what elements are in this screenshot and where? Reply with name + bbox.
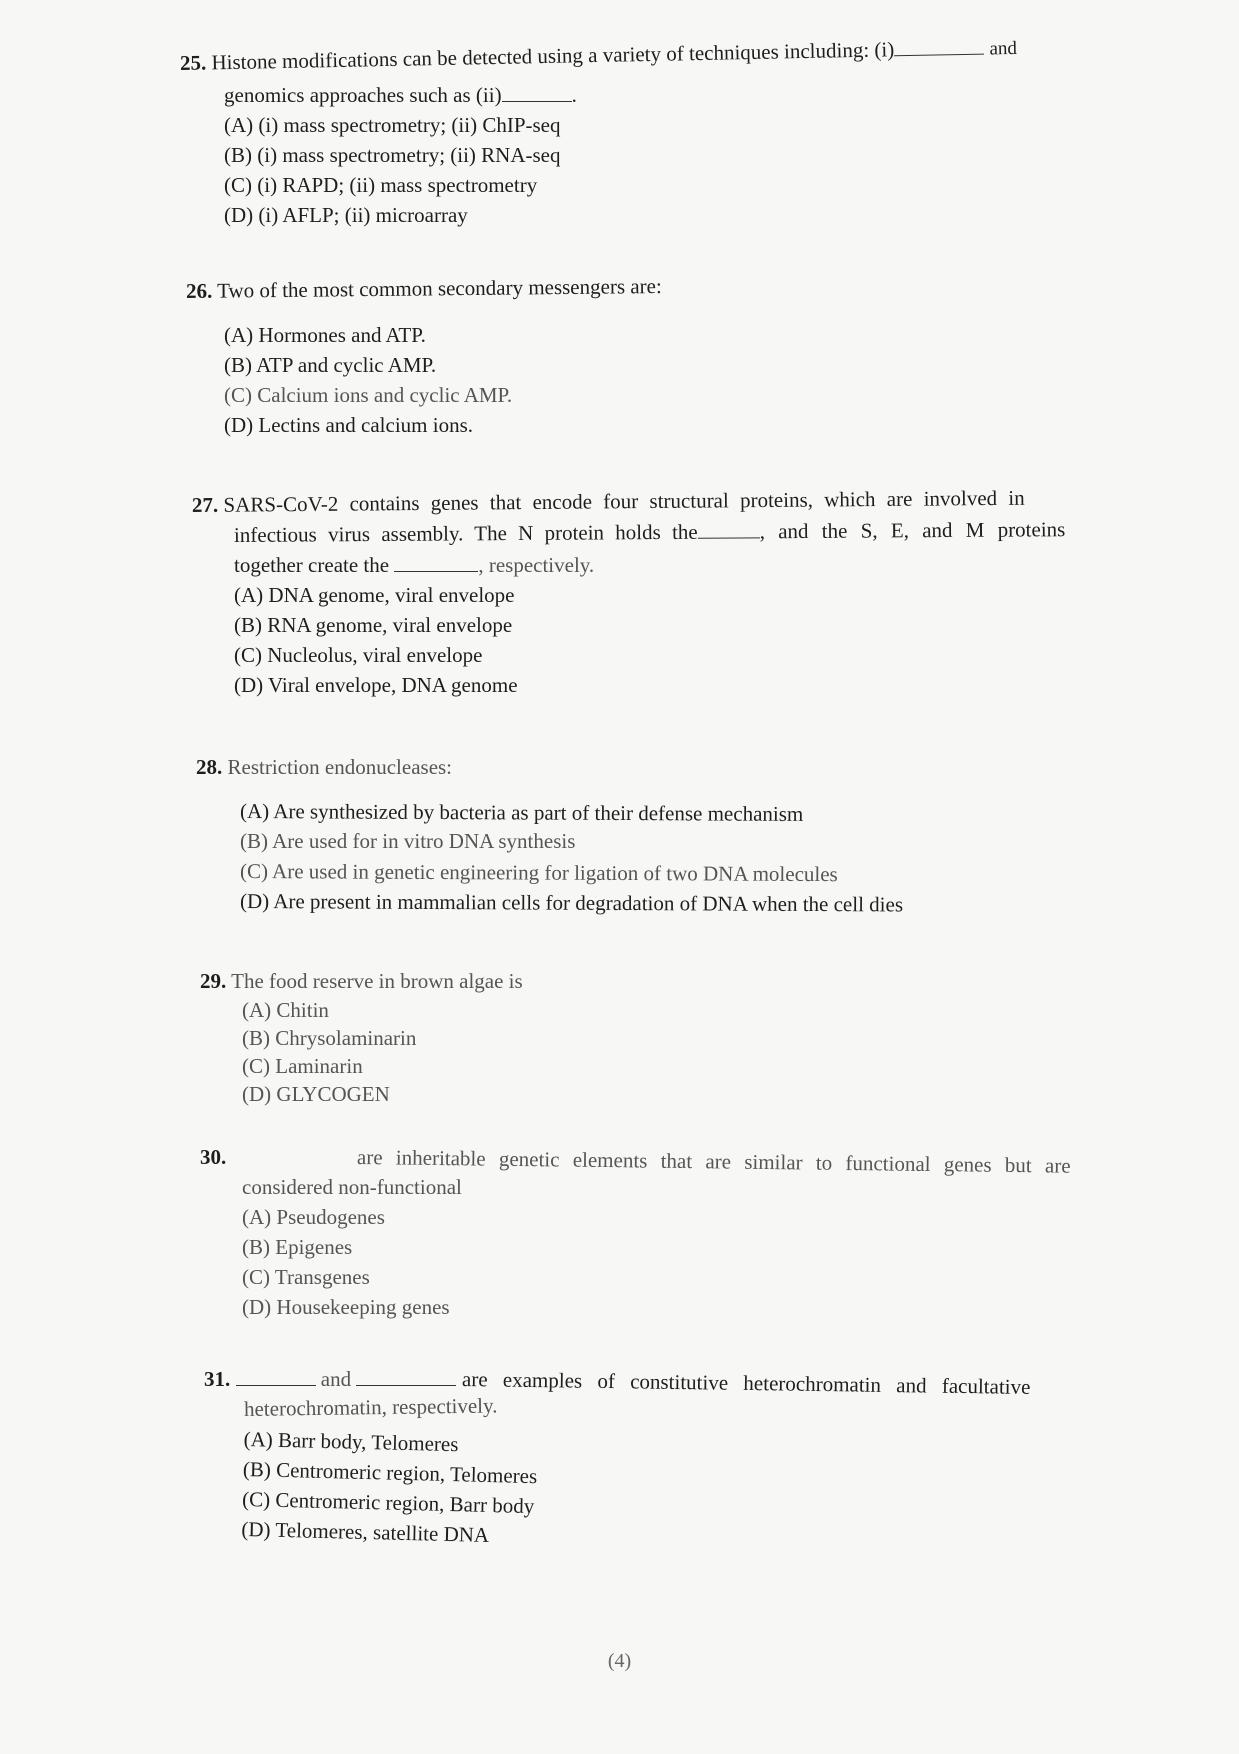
option-d[interactable]: (D) Telomeres, satellite DNA [241,1516,490,1548]
option-c[interactable]: (C) Nucleolus, viral envelope [234,643,483,667]
question-stem: heterochromatin, respectively. [243,1393,498,1421]
question-stem: considered non-functional [242,1175,462,1199]
question-stem: Restriction endonucleases: [227,755,453,779]
option-list [242,996,900,1108]
option-a[interactable]: (A) Are synthesized by bacteria as part of their defense mechanism [239,799,804,826]
option-c[interactable]: (C) Laminarin [242,1054,363,1078]
option-a[interactable]: (A) Pseudogenes [242,1205,385,1229]
option-c[interactable]: (C) (i) RAPD; (ii) mass spectrometry [224,173,538,197]
option-list [241,1424,1204,1567]
question-stem: genomics approaches such as (ii) [224,83,502,107]
option-c[interactable]: (C) Centromeric region, Barr body [241,1486,535,1519]
question-26 [186,276,1086,440]
option-d[interactable]: (D) Are present in mammalian cells for degradation of DNA when the cell dies [239,889,904,917]
answer-blank [236,1367,316,1386]
option-list [224,110,1190,230]
answer-blank [356,1367,456,1386]
option-b[interactable]: (B) ATP and cyclic AMP. [224,353,437,377]
question-number: 31. [204,1367,231,1391]
question-stem-connector: and [320,1367,352,1391]
option-b[interactable]: (B) Epigenes [242,1235,353,1259]
question-number: 27. [191,492,219,517]
question-number: 28. [196,755,223,779]
question-number: 25. [179,50,207,75]
question-stem-connector: and [989,37,1018,60]
option-d[interactable]: (D) GLYCOGEN [242,1082,390,1106]
option-a[interactable]: (A) Hormones and ATP. [224,323,426,347]
question-29 [200,966,900,1108]
question-number: 26. [185,278,213,303]
question-25 [179,37,1190,230]
option-c[interactable]: (C) Transgenes [242,1265,370,1289]
option-d[interactable]: (D) Lectins and calcium ions. [224,413,474,437]
answer-blank [698,519,760,538]
option-d[interactable]: (D) Housekeeping genes [242,1295,450,1319]
option-b[interactable]: (B) Are used for in vitro DNA synthesis [240,829,576,853]
question-stem: Two of the most common secondary messengers are: [216,274,662,303]
option-list [234,580,1192,700]
answer-blank [894,36,984,57]
option-c[interactable]: (C) Calcium ions and cyclic AMP. [224,383,513,407]
option-b[interactable]: (B) RNA genome, viral envelope [234,613,513,637]
option-d[interactable]: (D) (i) AFLP; (ii) microarray [224,203,468,227]
option-a[interactable]: (A) DNA genome, viral envelope [234,583,515,607]
question-stem: , and the S, E, and M proteins [759,517,1066,544]
question-30 [200,1142,1200,1322]
option-b[interactable]: (B) Centromeric region, Telomeres [242,1456,538,1489]
question-stem: SARS-CoV-2 contains genes that encode four structural proteins, which are involved in [223,485,1025,517]
question-stem: Histone modifications can be detected using a variety of techniques including: (i) [211,37,895,75]
answer-blank [232,1145,352,1164]
option-b[interactable]: (B) (i) mass spectrometry; (ii) RNA-seq [224,143,561,167]
option-list [242,1202,1200,1322]
option-a[interactable]: (A) Chitin [242,998,329,1022]
page-number: (4) [607,1650,632,1672]
question-number: 29. [200,969,227,993]
question-31 [204,1364,1204,1548]
option-c[interactable]: (C) Are used in genetic engineering for ligation of two DNA molecules [239,859,838,887]
question-stem-end: . [571,83,577,107]
question-stem: infectious virus assembly. The N protein holds the [233,519,698,547]
option-d[interactable]: (D) Viral envelope, DNA genome [234,673,518,697]
question-27 [191,485,1192,700]
answer-blank [502,83,572,102]
option-b[interactable]: (B) Chrysolaminarin [242,1026,417,1050]
question-stem: , respectively. [478,553,595,577]
question-stem: are examples of constitutive heterochromatin and facultative [461,1367,1031,1399]
question-stem: The food reserve in brown algae is [231,969,523,993]
question-stem: are inheritable genetic elements that are similar to functional genes but are [356,1145,1071,1178]
option-a[interactable]: (A) Barr body, Telomeres [243,1426,459,1457]
question-stem: together create the [234,553,390,577]
option-list [224,320,1086,440]
option-list [240,796,1096,916]
question-28 [196,752,1096,916]
answer-blank [394,553,478,572]
question-number: 30. [200,1145,227,1169]
option-a[interactable]: (A) (i) mass spectrometry; (ii) ChIP-seq [224,113,561,137]
